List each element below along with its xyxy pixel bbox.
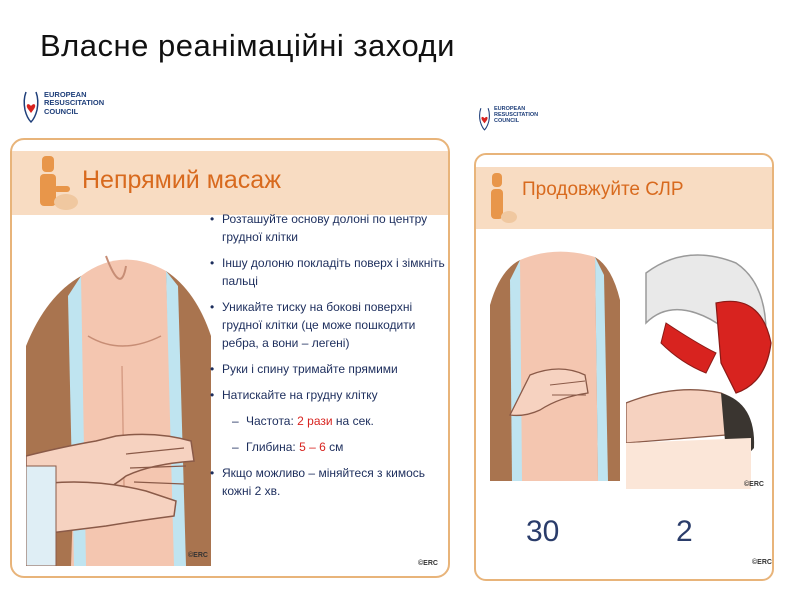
depth-item xyxy=(210,438,448,456)
list-item: • Якщо можливо – міняйтеся з кимось кожні 2 хв. xyxy=(210,464,448,500)
slide-title: Власне реанімаційні заходи xyxy=(40,28,455,63)
erc-line-2: RESUSCITATION xyxy=(494,112,539,119)
copyright: ©ERC xyxy=(744,481,764,488)
list-item: • Натискайте на грудну клітку xyxy=(210,386,448,404)
depth-label: Глибина: xyxy=(246,440,300,454)
erc-line-1: EUROPEAN xyxy=(44,90,87,99)
list-item: • Уникайте тиску на бокові поверхні грудної клітки (це може пошкодити ребра, а вони – легені) xyxy=(210,298,448,352)
erc-heart-icon xyxy=(22,90,40,124)
copyright: ©ERC xyxy=(418,560,438,567)
erc-line-3: COUNCIL xyxy=(494,118,520,125)
compression-illustration xyxy=(490,245,620,481)
erc-logo xyxy=(22,90,104,124)
rate-suffix: на сек. xyxy=(332,414,374,428)
rate-label: Частота: xyxy=(246,414,298,428)
list-item: • Розташуйте основу долоні по центру грудної клітки xyxy=(210,210,448,246)
chest-compression-illustration xyxy=(26,236,211,566)
depth-suffix: см xyxy=(325,440,344,454)
erc-line-3: COUNCIL xyxy=(44,106,79,116)
list-item: • Іншу долоню покладіть поверх і зімкніть пальці xyxy=(210,254,448,290)
erc-heart-icon xyxy=(478,106,491,132)
compression-count: 30 xyxy=(526,515,560,548)
erc-line-2: RESUSCITATION xyxy=(44,98,105,108)
rescuer-icon xyxy=(488,169,518,227)
copyright: ©ERC xyxy=(752,559,772,566)
rescue-breath-illustration xyxy=(626,243,772,489)
erc-logo-small xyxy=(478,106,538,132)
erc-line-1: EUROPEAN xyxy=(494,106,526,112)
copyright: ©ERC xyxy=(188,552,208,559)
rescuer-icon xyxy=(36,152,80,214)
chest-compression-card xyxy=(10,138,450,578)
rate-value: 2 рази xyxy=(297,414,333,428)
card-title: Непрямий масаж xyxy=(82,166,281,194)
breath-count: 2 xyxy=(676,515,693,548)
card-title: Продовжуйте СЛР xyxy=(522,179,684,200)
depth-value: 5 – 6 xyxy=(299,440,326,454)
rate-item xyxy=(210,412,448,430)
continue-cpr-card xyxy=(474,153,774,581)
list-item: • Руки і спину тримайте прямими xyxy=(210,360,448,378)
instruction-list xyxy=(210,210,448,508)
